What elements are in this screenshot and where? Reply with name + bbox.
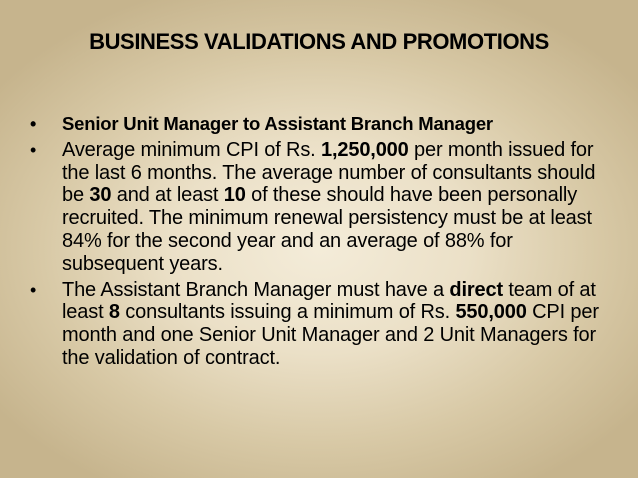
bullet-list xyxy=(30,113,620,370)
bullet-emphasis-cpi-amount: 1,250,000 xyxy=(321,138,409,161)
bullet-item-promotion-heading xyxy=(30,113,620,136)
bullet-text-part: per month issued for the last 6 months. The average number of consultants should be xyxy=(62,138,596,207)
bullet-text-part: of these should have been personally recruited. The minimum renewal persistency must be at least 84% for the second year and an average of 88% for subsequent years. xyxy=(62,184,592,275)
bullet-emphasis-team-size: 8 xyxy=(108,301,120,324)
slide-title: BUSINESS VALIDATIONS AND PROMOTIONS xyxy=(89,29,549,54)
bullet-emphasis-cpi-minimum: 550,000 xyxy=(455,301,527,324)
bullet-item-cpi-requirements xyxy=(30,139,620,276)
bullet-text-part: Average minimum CPI of Rs. xyxy=(62,138,321,161)
bullet-text-part: and at least xyxy=(111,184,224,207)
bullet-emphasis-direct: direct xyxy=(449,278,503,301)
bullet-emphasis-consultant-count: 30 xyxy=(89,184,112,207)
bullet-text-part: team of at least xyxy=(62,278,596,324)
bullet-text: Senior Unit Manager to Assistant Branch Manager xyxy=(62,113,493,134)
bullet-point-icon: • xyxy=(30,279,37,300)
bullet-emphasis-recruit-count: 10 xyxy=(223,184,246,207)
bullet-point-icon: • xyxy=(30,139,37,160)
bullet-point-icon: • xyxy=(30,114,37,134)
bullet-text-part: consultants issuing a minimum of Rs. xyxy=(119,301,456,324)
bullet-item-team-requirements xyxy=(30,279,620,370)
bullet-text-part: The Assistant Branch Manager must have a xyxy=(62,278,450,301)
bullet-text-part: CPI per month and one Senior Unit Manager and 2 Unit Managers for the validation of contract. xyxy=(62,301,599,369)
